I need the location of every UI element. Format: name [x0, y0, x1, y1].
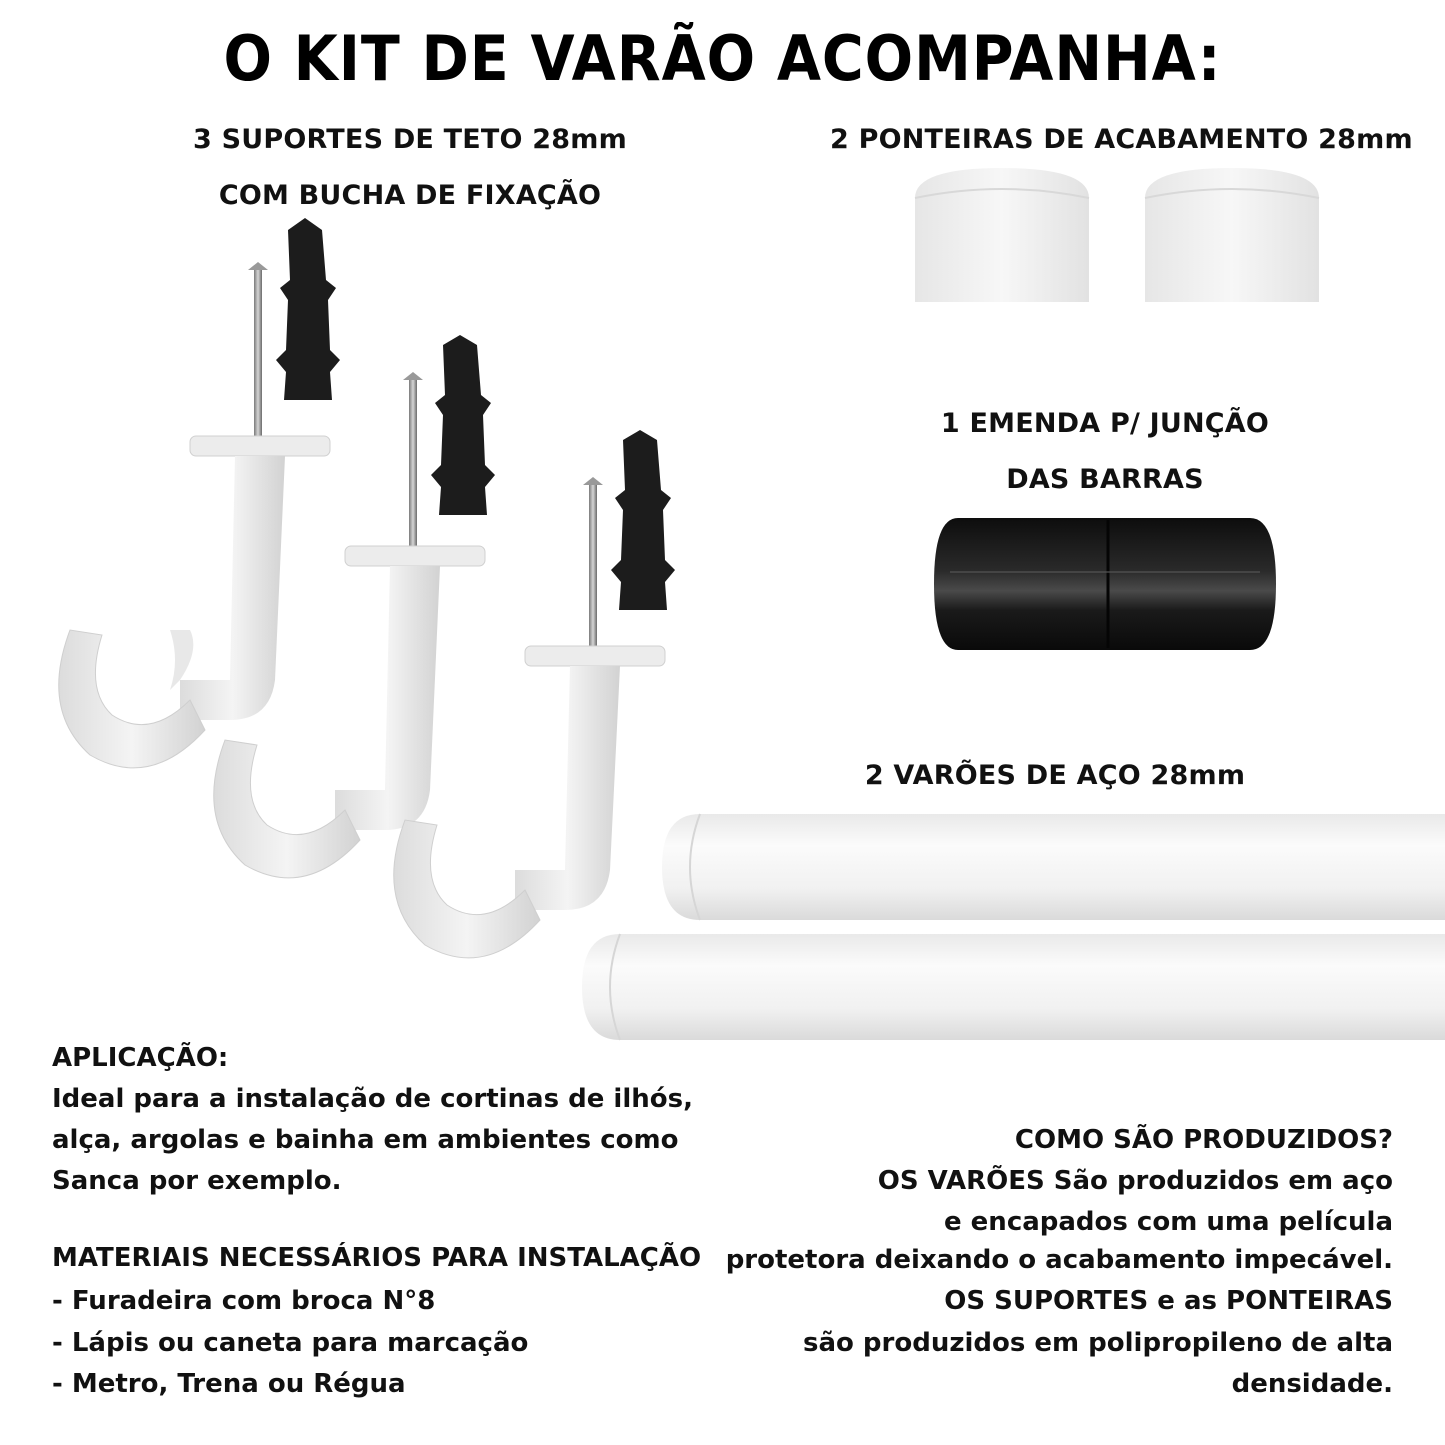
materials-item-1: - Furadeira com broca N°8 — [52, 1286, 436, 1316]
application-line-1: Ideal para a instalação de cortinas de ilhós, — [52, 1084, 693, 1114]
endcap-right — [1145, 168, 1319, 302]
production-line-6: são produzidos em polipropileno de alta — [803, 1328, 1393, 1358]
joiner-sublabel: DAS BARRAS — [1006, 464, 1204, 495]
materials-heading: MATERIAIS NECESSÁRIOS PARA INSTALAÇÃO — [52, 1243, 702, 1273]
production-line-5: OS SUPORTES e as PONTEIRAS — [944, 1286, 1393, 1316]
support-set-1 — [59, 218, 340, 768]
production-line-7: densidade. — [1231, 1369, 1393, 1399]
joiner-label: 1 EMENDA P/ JUNÇÃO — [940, 408, 1270, 439]
production-line-2: OS VARÕES São produzidos em aço — [877, 1166, 1393, 1196]
materials-item-3: - Metro, Trena ou Régua — [52, 1369, 406, 1399]
application-line-3: Sanca por exemplo. — [52, 1166, 342, 1196]
endcaps-label: 2 PONTEIRAS DE ACABAMENTO 28mm — [830, 124, 1413, 155]
page-title: O KIT DE VARÃO ACOMPANHA: — [223, 22, 1222, 95]
rods-image — [580, 810, 1445, 1045]
application-line-2: alça, argolas e bainha em ambientes como — [52, 1125, 679, 1155]
supports-sublabel: COM BUCHA DE FIXAÇÃO — [218, 180, 602, 211]
materials-item-2: - Lápis ou caneta para marcação — [52, 1328, 529, 1358]
rod-top — [662, 814, 1445, 920]
application-heading: APLICAÇÃO: — [52, 1043, 229, 1073]
supports-image — [30, 210, 690, 970]
rod-bottom — [582, 934, 1445, 1040]
endcaps-image — [905, 160, 1405, 310]
endcap-left — [915, 168, 1089, 302]
rods-label: 2 VARÕES DE AÇO 28mm — [864, 760, 1246, 791]
joiner-image — [930, 512, 1280, 657]
production-line-4: protetora deixando o acabamento impecável. — [725, 1245, 1393, 1275]
production-line-1: COMO SÃO PRODUZIDOS? — [1014, 1125, 1393, 1155]
support-set-3 — [394, 430, 675, 958]
supports-label: 3 SUPORTES DE TETO 28mm — [193, 124, 627, 155]
production-line-3: e encapados com uma película — [943, 1207, 1393, 1237]
